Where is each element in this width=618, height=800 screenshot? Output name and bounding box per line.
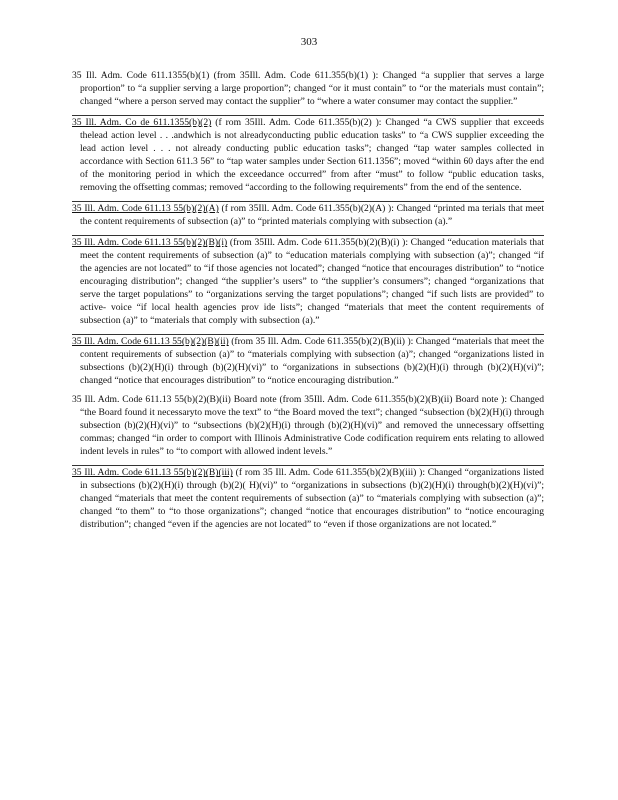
code-citation: 35 Ill. Adm. Code 611.13 55(b)(2)(B)(iii) [72,467,233,479]
page-number: 303 [300,36,318,48]
code-citation: 35 Ill. Adm. Code 611.1355(b)(1) [72,70,210,81]
code-citation: 35 Ill. Adm. Code 611.13 55(b)(2)(B)(ii) [72,394,231,406]
note-text: (f rom 35 Ill. Adm. Code 611.355(b)(2)(B)(iii) ): Changed “organizations listed in subsections (b)(2)(H)(i) through (b)(2)( H)(vi)” to “organizations in subsections (b)(2)(H)(i) through(b)(2)(H)(vi)”; changed “materials that meet the content requirements of subsection (a)” to “materials complying with subsection (a)”; changed “to them” to “to those organizations”; changed “notice that encourages distribution” to “notice encouraging distribution”; changed “even if the agencies are not located” to “even if those organizations are not located.” [80,467,544,531]
note-entry [72,201,544,229]
amendment-notes [72,70,544,539]
note-entry [72,465,544,532]
note-text: (from 35Ill. Adm. Code 611.355(b)(2)(B)(i) ): Changed “education materials that meet the content requirements of subsection (a)” to “education materials complying with subsection (a)”; changed “if the agencies are not located” to “if those agencies not located”; changed “notice that encourages distribution” to “notice encouraging distribution”; changed “the supplier’s users” to “the supplier’s consumers”; changed “organizations that serve the target populations” to “organizations serving the target populations”; changed “if such lists are provided” to active- voice “if local health agencies prov ide lists”; changed “materials that meet the content requirements of subsection (a)” to “materials that comply with subsection (a).” [80,237,544,326]
note-text: (from 35Ill. Adm. Code 611.355(b)(1) ): Changed “a supplier that serves a large proportion” to “a supplier serving a large proportion”; changed “or it must contain” to “or the materials must contain”; changed “where a person served may contact the supplier” to “where a water consumer may contact the supplier.” [80,70,544,107]
code-citation: 35 Ill. Adm. Co de 611.1355(b)(2) [72,117,212,129]
code-citation: 35 Ill. Adm. Code 611.13 55(b)(2)(B)(i) [72,237,228,249]
note-text: Board note (from 35Ill. Adm. Code 611.355(b)(2)(B)(ii) Board note ): Changed “the Board found it necessaryto move the text” to “the Board moved the text”; changed “subsection (b)(2)(H)(i) through subsection (b)(2)(H)(vi)” to “subsections (b)(2)(H)(i) through (b)(2)(H)(vi)” and removed the unnecessary offsetting commas; changed “in order to comport with Illinois Administrative Code codification requirem ents relating to allowed indent levels in rules” to “to comport with allowed indent levels.” [80,394,544,458]
note-entry [72,115,544,194]
note-entry [72,235,544,327]
note-entry [72,70,544,109]
note-text: (f rom 35Ill. Adm. Code 611.355(b)(2) ): Changed “a CWS supplier that exceeds thelead action level . . .andwhich is not alreadyconducting public education tasks” to “a CWS supplier exceeding the lead action level . . . not already conducting public education tasks”; changed “tap water samples collected in accordance with Section 611.3 56” to “tap water samples under Section 611.1356”; moved “within 60 days after the end of the monitoring period in which the exceedance occurred” from after “must” to follow “public education tasks, removing the offsetting commas; removed “according to the following requirements” from the end of the sentence. [80,117,545,193]
note-text: (from 35 Ill. Adm. Code 611.355(b)(2)(B)(ii) ): Changed “materials that meet the content requirements of subsection (a)” to “materials complying with subsection (a)”; changed “organizations listed in subsections (b)(2)(H)(i) through (b)(2)(H)(vi)” to “organizations in subsections (b)(2)(H)(i) through (b)(2)(H)(vi)”; changed “notice that encourages distribution” to “notice encouraging distribution.” [80,336,544,387]
code-citation: 35 Ill. Adm. Code 611.13 55(b)(2)(B)(ii) [72,336,229,348]
note-entry [72,334,544,388]
note-entry [72,394,544,459]
note-text: (f rom 35Ill. Adm. Code 611.355(b)(2)(A) ): Changed “printed ma terials that meet the content requirements of subsection (a)” to “printed materials complying with subsection (a).” [80,203,544,228]
code-citation: 35 Ill. Adm. Code 611.13 55(b)(2)(A) [72,203,219,215]
